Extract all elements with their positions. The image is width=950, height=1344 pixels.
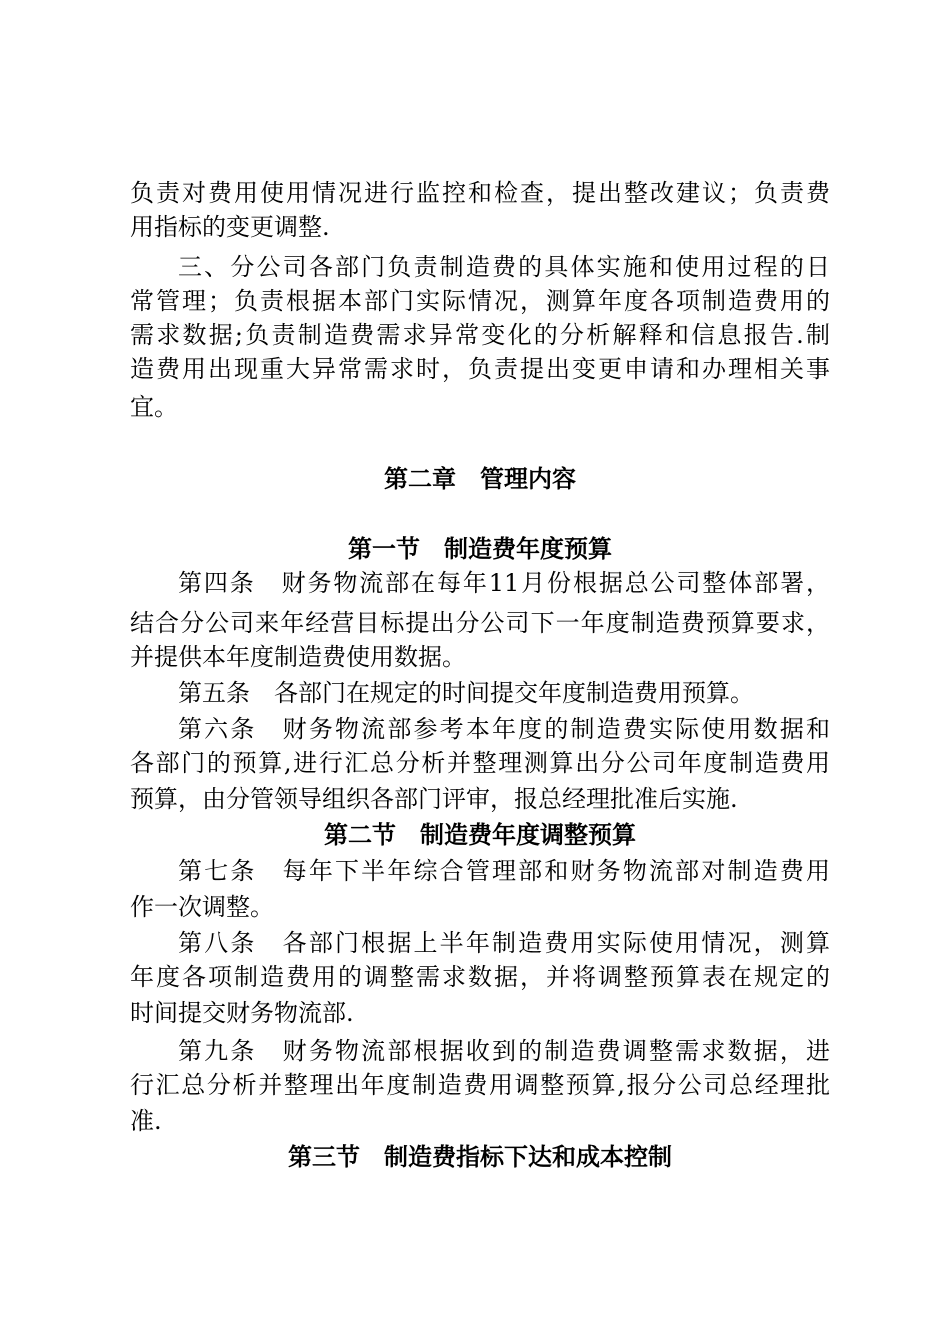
paragraph-line: 三、分公司各部门负责制造费的具体实施和使用过程的日: [178, 253, 830, 281]
article-line: 第六条 财务物流部参考本年度的制造费实际使用数据和: [178, 715, 830, 743]
article-line: 时间提交财务物流部.: [130, 999, 354, 1027]
article-line: 第四条 财务物流部在每年11月份根据总公司整体部署，: [178, 569, 830, 597]
article-line: 行汇总分析并整理出年度制造费用调整预算,报分公司总经理批: [130, 1071, 830, 1099]
paragraph-line: 宜。: [130, 393, 178, 421]
article-line: 预算，由分管领导组织各部门评审，报总经理批准后实施.: [130, 785, 738, 813]
section-heading: 第二节 制造费年度调整预算: [324, 820, 636, 849]
chapter-heading: 第二章 管理内容: [384, 464, 576, 493]
paragraph-line: 需求数据;负责制造费需求异常变化的分析解释和信息报告.制: [130, 321, 830, 349]
article-line: 第八条 各部门根据上半年制造费用实际使用情况，测算: [178, 929, 830, 957]
article-line: 各部门的预算,进行汇总分析并整理测算出分公司年度制造费用: [130, 749, 830, 777]
article-line: 结合分公司来年经营目标提出分公司下一年度制造费预算要求，: [130, 609, 830, 637]
section-heading: 第一节 制造费年度预算: [348, 534, 612, 563]
paragraph-line: 负责对费用使用情况进行监控和检查，提出整改建议；负责费: [130, 179, 830, 207]
paragraph-line: 常管理；负责根据本部门实际情况，测算年度各项制造费用的: [130, 287, 830, 315]
article-line: 并提供本年度制造费使用数据。: [130, 643, 466, 671]
paragraph-line: 用指标的变更调整.: [130, 213, 330, 241]
article-line: 第七条 每年下半年综合管理部和财务物流部对制造费用: [178, 857, 830, 885]
article-line: 作一次调整。: [130, 893, 274, 921]
article-line: 第五条 各部门在规定的时间提交年度制造费用预算。: [178, 679, 754, 707]
article-line: 第九条 财务物流部根据收到的制造费调整需求数据，进: [178, 1037, 830, 1065]
article-line: 年度各项制造费用的调整需求数据，并将调整预算表在规定的: [130, 963, 830, 991]
paragraph-line: 造费用出现重大异常需求时，负责提出变更申请和办理相关事: [130, 355, 830, 383]
article-line: 准.: [130, 1107, 162, 1135]
section-heading: 第三节 制造费指标下达和成本控制: [288, 1142, 672, 1171]
